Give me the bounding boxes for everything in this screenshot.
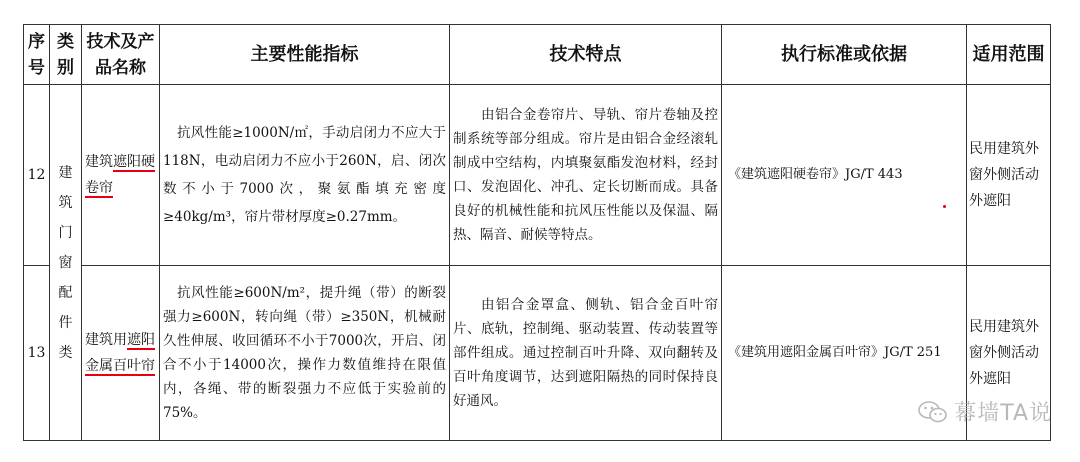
standard-cell: 《建筑用遮阳金属百叶帘》JG/T 251 <box>722 266 967 441</box>
category-char: 配 <box>58 284 73 301</box>
product-name-underlined: 卷帘 <box>85 180 113 196</box>
header-row <box>24 25 1051 85</box>
technique-cell: 由铝合金卷帘片、导轨、帘片卷轴及控制系统等部分组成。帘片是由铝合金经滚轧制成中空结构，内填聚氨酯发泡材料，经封口、发泡固化、冲孔、定长切断而成。具备良好的机械性能和抗风压性能以及保温、隔热、隔音、耐候等特点。 <box>450 85 722 266</box>
product-name-part: 建筑 <box>85 154 113 170</box>
wechat-icon <box>918 400 948 424</box>
product-name-underlined: 遮阳 <box>127 332 155 348</box>
product-name <box>82 266 160 441</box>
category-cell <box>50 85 82 441</box>
header-performance: 主要性能指标 <box>160 25 450 85</box>
product-name-underlined: 金属百叶帘 <box>85 358 155 374</box>
watermark-text: 幕墙TA说 <box>954 401 1052 426</box>
red-dot-mark <box>943 205 946 208</box>
performance-cell: 抗风性能≥1000N/㎡，手动启闭力不应大于118N，电动启闭力不应小于260N，启、闭次数不小于7000次，聚氨酯填充密度≥40kg/m³，帘片带材厚度≥0.27mm。 <box>160 85 450 266</box>
category-char: 建 <box>58 164 73 181</box>
category-char: 筑 <box>58 194 73 211</box>
header-seq: 序号 <box>24 25 50 85</box>
product-name-underlined: 遮阳硬 <box>113 154 155 170</box>
row-seq: 12 <box>24 85 50 266</box>
scope-cell: 民用建筑外窗外侧活动外遮阳 <box>967 85 1051 266</box>
watermark <box>918 396 1052 427</box>
category-char: 件 <box>58 314 73 331</box>
category-char: 类 <box>58 344 73 361</box>
product-name-part: 建筑用 <box>85 332 127 348</box>
product-name <box>82 85 160 266</box>
table-row <box>24 266 1051 441</box>
header-standard: 执行标准或依据 <box>722 25 967 85</box>
table-row <box>24 85 1051 266</box>
row-seq: 13 <box>24 266 50 441</box>
standard-cell: 《建筑遮阳硬卷帘》JG/T 443 <box>722 85 967 266</box>
standards-table <box>23 24 1051 441</box>
scope-cell: 民用建筑外窗外侧活动外遮阳 <box>967 266 1051 441</box>
performance-cell: 抗风性能≥600N/m²，提升绳（带）的断裂强力≥600N，转向绳（带）≥350N，机械耐久性伸展、收回循环不小于7000次，开启、闭合不小于14000次，操作力数值维持在限值内，各绳、带的断裂强力不应低于实验前的75%。 <box>160 266 450 441</box>
header-technique: 技术特点 <box>450 25 722 85</box>
technique-cell: 由铝合金罩盒、侧轨、铝合金百叶帘片、底轨，控制绳、驱动装置、传动装置等部件组成。通过控制百叶升降、双向翻转及百叶角度调节，达到遮阳隔热的同时保持良好通风。 <box>450 266 722 441</box>
category-char: 门 <box>58 224 73 241</box>
header-scope: 适用范围 <box>967 25 1051 85</box>
header-category: 类别 <box>50 25 82 85</box>
category-char: 窗 <box>58 254 73 271</box>
header-product-name: 技术及产品名称 <box>82 25 160 85</box>
